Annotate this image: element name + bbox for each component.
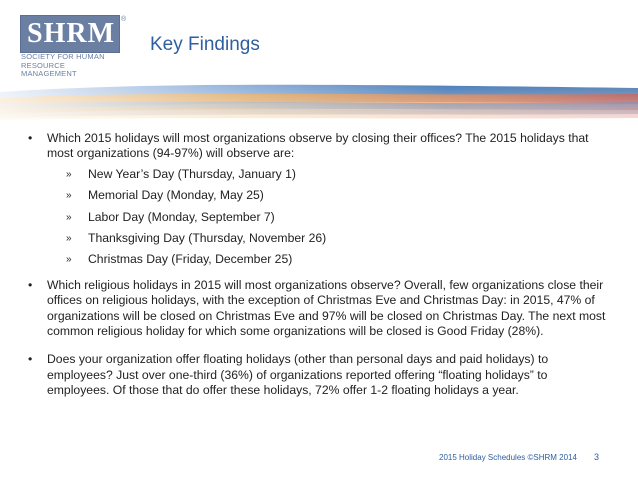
sub-bullet-item bbox=[47, 210, 613, 225]
page-number: 3 bbox=[594, 452, 600, 462]
logo-text: SHRM bbox=[27, 18, 115, 49]
bullet-marker: • bbox=[28, 131, 33, 145]
slide-title: Key Findings bbox=[150, 34, 260, 55]
sub-bullet-text: Labor Day (Monday, September 7) bbox=[88, 209, 275, 224]
sub-bullet-marker: » bbox=[66, 254, 72, 266]
slide-footer: 2015 Holiday Schedules ©SHRM 2014 bbox=[439, 453, 577, 462]
sub-bullet-marker: » bbox=[66, 168, 72, 180]
bullet-text: Which religious holidays in 2015 will most organizations observe? Overall, few organizations close their offices on religious holidays, with the exception of Christmas Eve and Christmas Day: in 2015, 47% of organizations will be closed on Christmas Eve and 97% will be closed on Christmas Day. The next most common religious holiday for which some organizations will be closed is Good Friday (28%). bbox=[47, 277, 606, 339]
bullet-text: Does your organization offer floating holidays (other than personal days and paid holidays) to employees? Just over one-third (36%) of organizations reported offering “floating holidays” to employees. Of those that do offer these holidays, 72% offer 1-2 floating holidays a year. bbox=[47, 352, 549, 398]
bullet-marker: • bbox=[28, 277, 33, 292]
sub-bullet-text: Thanksgiving Day (Thursday, November 26) bbox=[88, 231, 327, 246]
sub-bullet-item bbox=[47, 231, 613, 246]
sub-bullet-text: Memorial Day (Monday, May 25) bbox=[88, 188, 264, 203]
sub-bullet-list bbox=[47, 167, 613, 268]
sub-bullet-item bbox=[47, 167, 613, 182]
logo-subtitle bbox=[21, 53, 121, 79]
bullet-text: Which 2015 holidays will most organizations observe by closing their offices? The 2015 holidays that most organizations (94-97%) will observe are: bbox=[47, 131, 589, 161]
logo-subtitle-line1: SOCIETY FOR HUMAN bbox=[21, 52, 105, 61]
sub-bullet-marker: » bbox=[66, 190, 72, 202]
shrm-logo bbox=[20, 15, 127, 78]
logo-box bbox=[20, 15, 120, 53]
sub-bullet-marker: » bbox=[66, 233, 72, 245]
bullet-item bbox=[28, 278, 613, 340]
bullet-item bbox=[28, 352, 613, 398]
logo-subtitle-line2: RESOURCE MANAGEMENT bbox=[21, 60, 77, 78]
logo-registered-mark: ® bbox=[121, 16, 127, 23]
sub-bullet-item bbox=[47, 188, 613, 203]
bullet-item bbox=[28, 131, 613, 268]
sub-bullet-text: New Year’s Day (Thursday, January 1) bbox=[88, 166, 296, 181]
decorative-ribbon-band bbox=[0, 80, 638, 120]
sub-bullet-marker: » bbox=[66, 211, 72, 223]
slide-body bbox=[28, 131, 613, 399]
sub-bullet-item bbox=[47, 252, 613, 267]
sub-bullet-text: Christmas Day (Friday, December 25) bbox=[88, 252, 293, 267]
bullet-marker: • bbox=[28, 352, 33, 367]
